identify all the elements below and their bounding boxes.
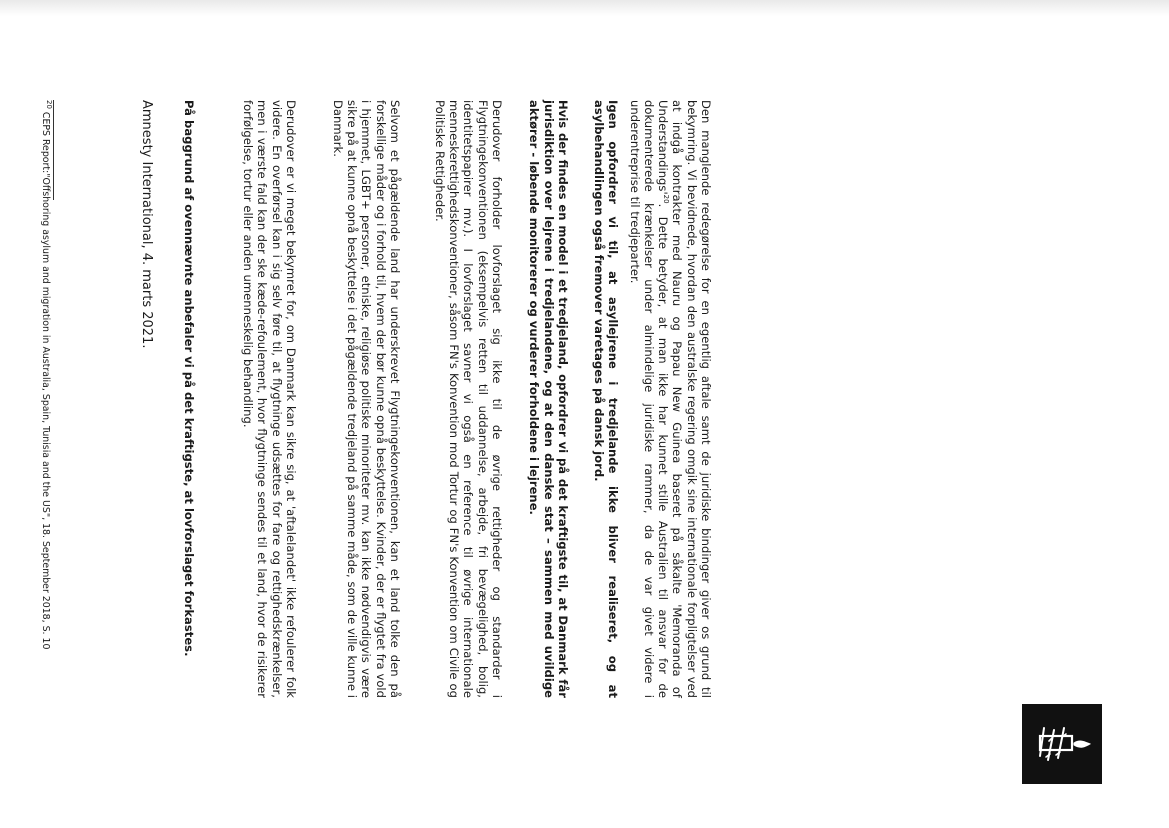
footnote-divider xyxy=(53,100,54,200)
paragraph-call-jurisdiction: Hvis der findes en model i et tredjeland, opfordrer vi på det kraftigste til, at Danmark får jurisdiktion over lejrene i tredjelandene, og at den danske stat – sammen med uvildige aktører - løbende monitorerer og vurderer forholdene i lejrene. xyxy=(527,100,570,698)
amnesty-candle-barbed-wire-icon xyxy=(1022,704,1102,784)
footnote-text: CEPS Report:"Offshoring asylum and migration in Australia, Spain, Tunisia and the US", 18. September 2018, S. 10 xyxy=(40,108,51,650)
document-page xyxy=(0,100,713,698)
scan-top-edge xyxy=(0,0,1169,16)
paragraph-text: Den manglende redegørelse for en egentlig aftale samt de juridiske bindinger giver os grund til bekymring. Vi bevidnede, hvordan den australske regering omgik sine internationale forpligtelser ved at indgå kontrakter med Nauru og Papau New Guinea baseret på såkalte 'Memoranda of Understandings' xyxy=(656,100,713,698)
footnote-reference: 20 xyxy=(661,194,670,204)
footnote xyxy=(39,100,54,698)
footnote-number: 20 xyxy=(45,100,54,109)
paragraph-recommendation: På baggrund af ovennævnte anbefaler vi på det kraftigste, at lovforslaget forkastes. xyxy=(182,100,196,657)
paragraph-text-continued: . Dette betyder, at man ikke har kunnet stille Australien til ansvar for de dokumenterede krænkelser under almindelige juridiske rammer, da de var givet videre i underentreprise til tredjeparter. xyxy=(627,100,671,698)
paragraph-refoulement: Derudover er vi meget bekymret for, om Danmark kan sikre sig, at 'aftalelandet' ikke refoulerer folk videre. En overførsel kan i sig selv føre til, at flygtninge udsættes for fare og rettighedskrænkelser, men i værste fald kan der ske kæde-refoulement, hvor flygtninge sendes til et land, hvor de risikerer forfølgelse, tortur eller anden umenneskelig behandling. xyxy=(241,100,298,698)
paragraph-interpretation: Selvom et pågældende land har underskrevet Flygtningekonventionen, kan et land tolke den på forskellige måder og i forhold til, hvem der bør kunne opnå beskyttelse. Kvinder, der er flygtet fra vold i hjemmet, LGBT+ personer, etniske, religiøse politiske minoriteter mv. kan ikke nødvendigvis være sikre på at kunne opnå beskyttelse i det pågældende tredjeland på samme måde, som de ville kunne i Danmark. xyxy=(330,100,402,698)
signature-line: Amnesty International, 4. marts 2021. xyxy=(139,100,154,349)
paragraph-other-rights: Derudover forholder lovforslaget sig ikke til de øvrige rettigheder og standarder i Flygtningekonventionen (eksempelvis retten til uddannelse, arbejde, fri bevægelighed, bolig, identitetspapirer mv.). I lovforslaget savner vi også en reference til øvrige internationale menneskerettighedskonventioner, såsom FN's Konvention mod Tortur og FN's Konvention om Civile og Politiske Rettigheder. xyxy=(432,100,504,698)
paragraph-call-no-camps: Igen opfordrer vi til, at asyllejrene i tredjelande ikke bliver realiseret, og at asylbehandlingen også fremover varetages på dansk jord. xyxy=(591,100,620,698)
paragraph-legal-bindings xyxy=(627,100,713,698)
